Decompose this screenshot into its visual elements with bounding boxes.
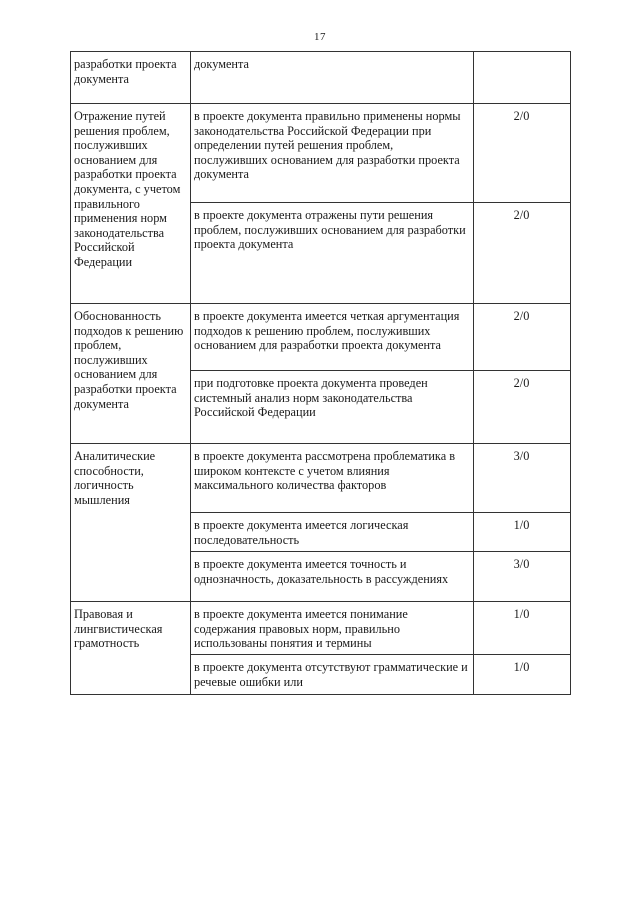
indicator-cell: документа — [191, 52, 474, 104]
indicator-cell: в проекте документа рассмотрена проблематика в широком контексте с учетом влияния максимального количества факторов — [191, 444, 474, 513]
indicator-cell: при подготовке проекта документа проведен системный анализ норм законодательства Российской Федерации — [191, 371, 474, 444]
indicator-cell: в проекте документа имеется точность и однозначность, доказательность в рассуждениях — [191, 552, 474, 602]
score-cell: 2/0 — [474, 304, 571, 371]
criterion-cell: Аналитические способности, логичность мышления — [71, 444, 191, 602]
indicator-cell: в проекте документа имеется понимание содержания правовых норм, правильно использованы понятия и термины — [191, 602, 474, 655]
table-row — [71, 304, 571, 371]
criterion-cell: Отражение путей решения проблем, послуживших основанием для разработки проекта документа, с учетом правильного применения норм законодательства Российской Федерации — [71, 104, 191, 304]
table-row — [71, 602, 571, 655]
criterion-cell: Правовая и лингвистическая грамотность — [71, 602, 191, 695]
score-cell: 3/0 — [474, 552, 571, 602]
score-cell: 1/0 — [474, 513, 571, 552]
indicator-cell: в проекте документа отсутствуют грамматические и речевые ошибки или — [191, 655, 474, 695]
criterion-cell: Обоснованность подходов к решению проблем, послуживших основанием для разработки проекта документа — [71, 304, 191, 444]
evaluation-criteria-table — [70, 51, 571, 695]
table-row — [71, 444, 571, 513]
score-cell: 2/0 — [474, 371, 571, 444]
indicator-cell: в проекте документа имеется логическая последовательность — [191, 513, 474, 552]
score-cell: 3/0 — [474, 444, 571, 513]
indicator-cell: в проекте документа имеется четкая аргументация подходов к решению проблем, послуживших основанием для разработки проекта документа — [191, 304, 474, 371]
indicator-cell: в проекте документа правильно применены нормы законодательства Российской Федерации при определении путей решения проблем, послуживших основанием для разработки проекта документа — [191, 104, 474, 203]
score-cell: 1/0 — [474, 655, 571, 695]
table-row — [71, 104, 571, 203]
score-cell: 1/0 — [474, 602, 571, 655]
score-cell: 2/0 — [474, 203, 571, 304]
indicator-cell: в проекте документа отражены пути решения проблем, послуживших основанием для разработки проекта документа — [191, 203, 474, 304]
criterion-cell: разработки проекта документа — [71, 52, 191, 104]
score-cell: 2/0 — [474, 104, 571, 203]
page-number: 17 — [314, 31, 326, 43]
table-row — [71, 52, 571, 104]
score-cell — [474, 52, 571, 104]
